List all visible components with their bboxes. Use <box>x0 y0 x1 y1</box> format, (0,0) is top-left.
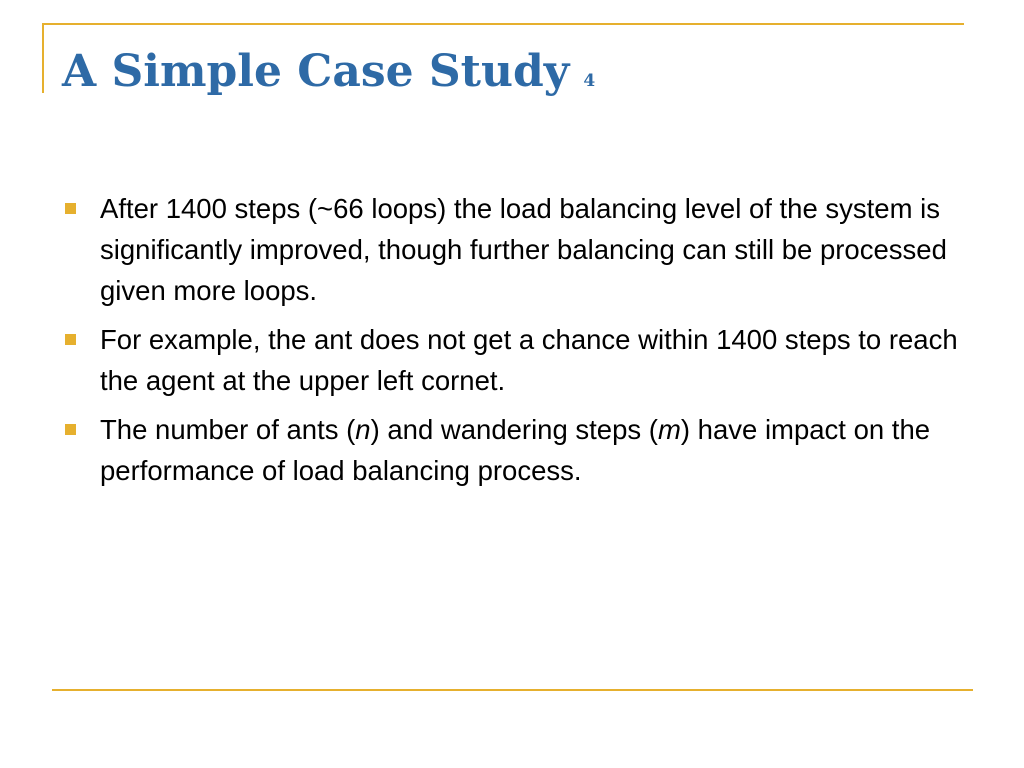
bullet-text: After 1400 steps (~66 loops) the load balancing level of the system is significantly improved, though further balancing can still be processed given more loops. <box>100 193 947 306</box>
bullet-item <box>62 188 962 311</box>
slide-number: 4 <box>583 71 596 91</box>
variable-n: n <box>355 414 371 445</box>
bullet-text-part: The number of ants ( <box>100 414 356 445</box>
slide-title <box>62 40 595 113</box>
square-bullet-icon <box>65 203 76 214</box>
left-divider <box>42 23 44 93</box>
top-divider <box>42 23 964 25</box>
bottom-divider <box>52 689 973 691</box>
bullet-list <box>62 188 962 499</box>
bullet-text-part: ) and wandering steps ( <box>370 414 658 445</box>
square-bullet-icon <box>65 334 76 345</box>
bullet-item <box>62 319 962 401</box>
slide-title-text: A Simple Case Study <box>62 46 570 97</box>
variable-m: m <box>657 414 681 445</box>
bullet-text-part: ) have impact on the performance of load balancing process. <box>100 414 931 486</box>
square-bullet-icon <box>65 424 76 435</box>
bullet-item <box>62 409 962 491</box>
bullet-text: For example, the ant does not get a chance within 1400 steps to reach the agent at the upper left cornet. <box>100 324 958 396</box>
